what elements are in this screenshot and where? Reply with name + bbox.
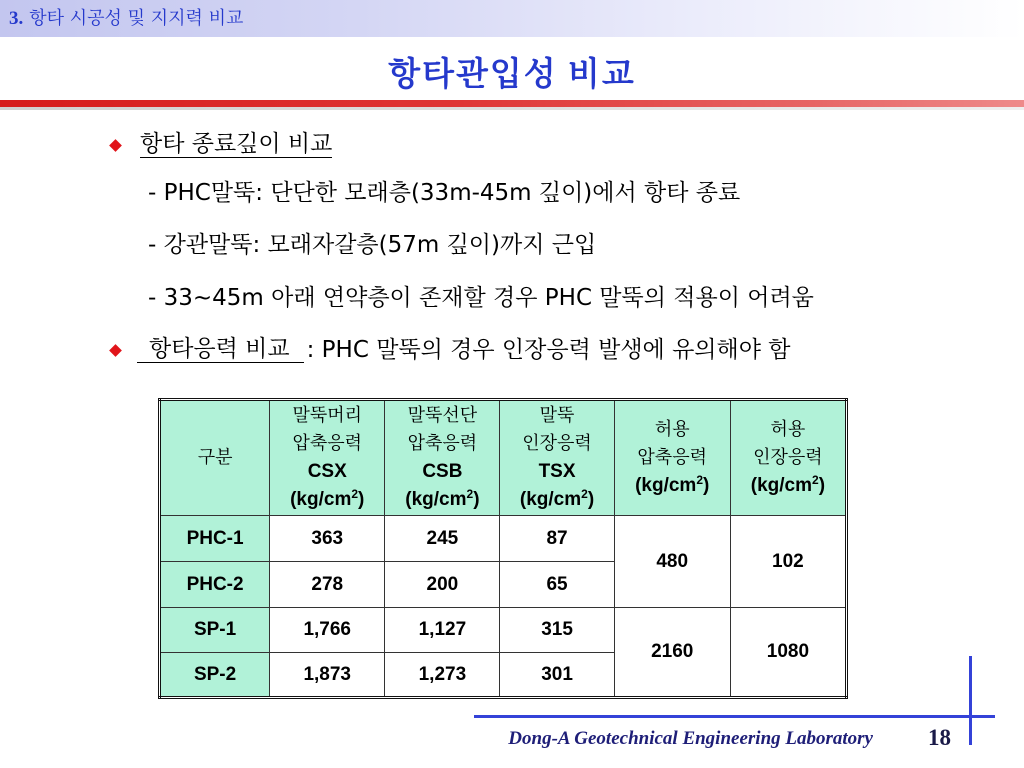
bullet-label: 항타 종료깊이 비교: [140, 131, 333, 157]
header-line: 허용: [770, 419, 806, 440]
header-code: CSB: [422, 461, 463, 482]
sub-item: - 강관말뚝: 모래자갈층(57m 깊이)까지 근입: [148, 232, 597, 258]
footer-horizontal-line: [474, 715, 995, 718]
unit-close: ): [358, 489, 365, 510]
unit-exponent: 2: [351, 487, 359, 501]
header-line: 인장응력: [522, 433, 592, 454]
header-unit: [731, 472, 845, 500]
title-divider: [0, 100, 1024, 107]
bullet-label: 항타응력 비교: [137, 336, 304, 363]
header-line: 압축응력: [292, 433, 363, 454]
bullet-item-penetration-depth: [140, 131, 332, 159]
col-header-pile-tip-compression: [385, 400, 500, 516]
col-header-allowable-compression: [614, 400, 730, 516]
unit-close: ): [473, 489, 480, 510]
row-label-cell: PHC-1: [160, 516, 270, 562]
tsx-cell: 87: [500, 516, 614, 562]
header-line: 말뚝: [539, 405, 575, 426]
unit-close: ): [818, 475, 826, 496]
row-label-cell: SP-1: [160, 608, 270, 653]
csx-cell: 363: [270, 516, 385, 562]
header-line: 말뚝선단: [407, 405, 478, 426]
csx-cell: 278: [270, 562, 385, 608]
unit-close: ): [587, 489, 595, 510]
col-header-category: [160, 400, 270, 516]
unit-base: (kg/cm: [405, 489, 467, 510]
header-line: 압축응력: [407, 433, 478, 454]
diamond-bullet-icon: [109, 139, 122, 152]
csx-cell: 1,766: [270, 608, 385, 653]
header-unit: [270, 486, 384, 514]
csb-cell: 1,127: [385, 608, 500, 653]
header-line: 인장응력: [753, 447, 823, 468]
unit-base: (kg/cm: [290, 489, 352, 510]
csb-cell: 200: [385, 562, 500, 608]
tsx-cell: 315: [500, 608, 614, 653]
table-row: [160, 608, 847, 653]
unit-base: (kg/cm: [635, 475, 697, 496]
header-code: TSX: [538, 461, 576, 482]
sub-item: - PHC말뚝: 단단한 모래층(33m-45m 깊이)에서 항타 종료: [148, 180, 741, 206]
csb-cell: 1,273: [385, 653, 500, 698]
table-header-row: [160, 400, 847, 516]
header-line: 구분: [197, 447, 233, 468]
footer-lab-name: Dong-A Geotechnical Engineering Laboratory: [508, 728, 873, 749]
unit-base: (kg/cm: [519, 489, 582, 510]
header-unit: [615, 472, 730, 500]
csb-cell: 245: [385, 516, 500, 562]
diamond-bullet-icon: [109, 344, 122, 357]
page-number: 18: [928, 725, 951, 750]
unit-close: ): [703, 475, 710, 496]
header-unit: [500, 486, 613, 514]
unit-exponent: 2: [812, 473, 819, 487]
tsx-cell: 301: [500, 653, 614, 698]
header-code: CSX: [307, 461, 347, 482]
section-header-band: [0, 0, 1024, 37]
col-header-pile-tension: [500, 400, 614, 516]
allowable-compression-cell: 480: [614, 516, 730, 608]
title-divider-shadow: [0, 107, 1024, 110]
bullet-text: : PHC 말뚝의 경우 인장응력 발생에 유의해야 함: [306, 337, 791, 363]
col-header-allowable-tension: [730, 400, 846, 516]
allowable-compression-cell: 2160: [614, 608, 730, 698]
row-label-cell: SP-2: [160, 653, 270, 698]
csx-cell: 1,873: [270, 653, 385, 698]
allowable-tension-cell: 1080: [730, 608, 846, 698]
header-line: 압축응력: [637, 447, 707, 468]
footer-vertical-line: [969, 656, 972, 745]
section-title: 항타 시공성 및 지지력 비교: [29, 8, 244, 29]
header-unit: [385, 486, 499, 514]
allowable-tension-cell: 102: [730, 516, 846, 608]
section-number: 3.: [9, 8, 24, 29]
tsx-cell: 65: [500, 562, 614, 608]
slide-title: 항타관입성 비교: [388, 57, 636, 93]
unit-exponent: 2: [466, 487, 474, 501]
sub-item: - 33~45m 아래 연약층이 존재할 경우 PHC 말뚝의 적용이 어려움: [148, 285, 814, 311]
bullet-item-driving-stress: [137, 336, 790, 364]
unit-exponent: 2: [581, 487, 588, 501]
unit-base: (kg/cm: [750, 475, 812, 496]
col-header-pile-head-compression: [270, 400, 385, 516]
section-header: [9, 7, 243, 31]
pile-stress-table: [158, 398, 848, 699]
row-label-cell: PHC-2: [160, 562, 270, 608]
unit-exponent: 2: [696, 473, 703, 487]
table-row: [160, 516, 847, 562]
header-line: 말뚝머리: [292, 405, 363, 426]
header-line: 허용: [654, 419, 690, 440]
